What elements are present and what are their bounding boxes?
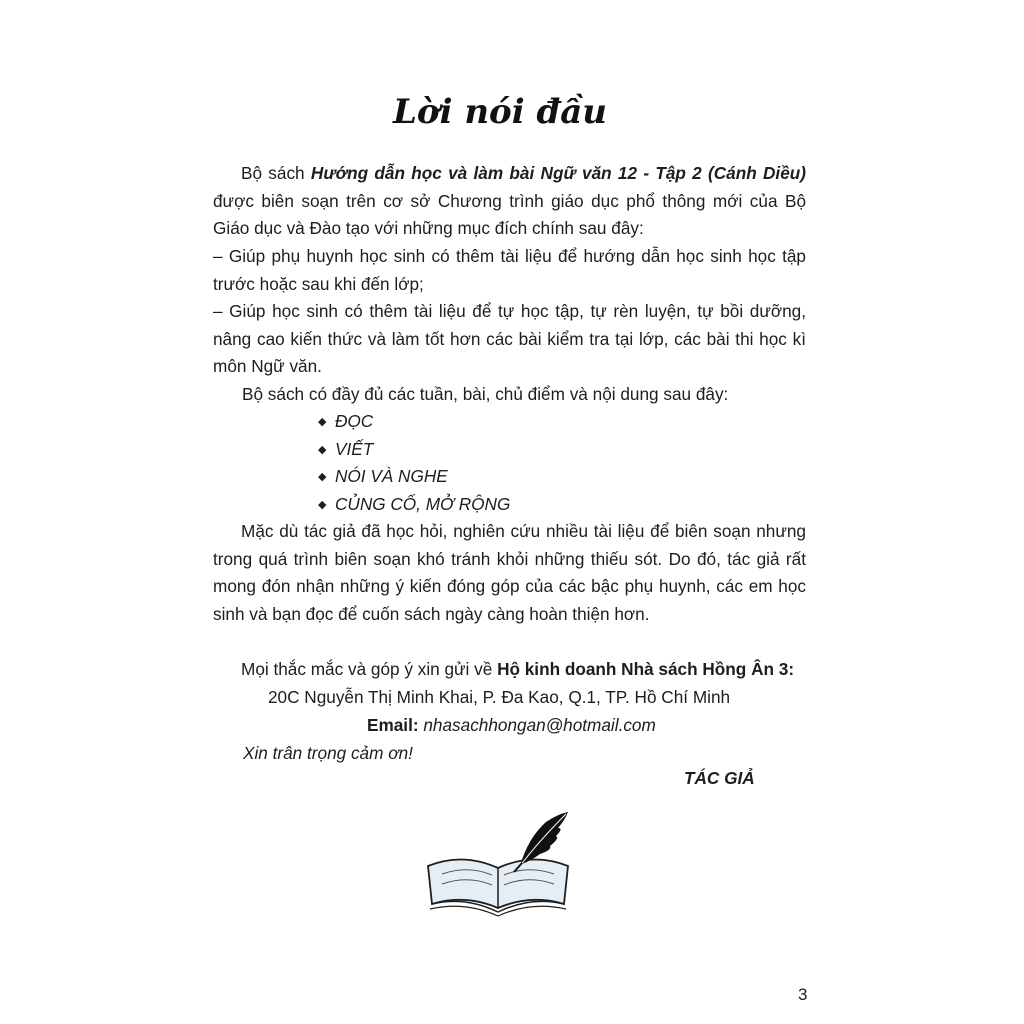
- list-item-label: ĐỌC: [335, 411, 374, 431]
- open-book-quill-icon: [418, 808, 578, 918]
- diamond-bullet-icon: ◆: [318, 443, 327, 456]
- thanks-line: Xin trân trọng cảm ơn!: [243, 743, 413, 763]
- list-item: [318, 408, 510, 436]
- list-item: [318, 436, 510, 464]
- content-intro: Bộ sách có đầy đủ các tuần, bài, chủ điểm và nội dung sau đây:: [242, 384, 729, 404]
- contact-prefix: Mọi thắc mắc và góp ý xin gửi về: [241, 659, 498, 679]
- contact-address: 20C Nguyễn Thị Minh Khai, P. Đa Kao, Q.1, TP. Hồ Chí Minh: [268, 687, 731, 707]
- intro-prefix: Bộ sách: [241, 163, 311, 183]
- diamond-bullet-icon: ◆: [318, 416, 327, 428]
- contact-org: Hộ kinh doanh Nhà sách Hồng Ân 3: [497, 659, 789, 679]
- despite-paragraph: Mặc dù tác giả đã học hỏi, nghiên cứu nhiều tài liệu để biên soạn nhưng trong quá trình biên soạn khó tránh khỏi những thiếu sót. Do đó, tác giả rất mong đón nhận những ý kiến đóng góp của các bậc phụ huynh, các em học sinh và bạn đọc để cuốn sách ngày càng hoàn thiện hơn.: [213, 521, 806, 624]
- list-item-label: VIẾT: [335, 438, 374, 459]
- list-item-label: NÓI VÀ NGHE: [335, 466, 448, 487]
- purpose-item-2: – Giúp học sinh có thêm tài liệu để tự học tập, tự rèn luyện, tự bồi dưỡng, nâng cao kiến thức và làm tốt hơn các bài kiểm tra tại lớp, các bài thi học kì môn Ngữ văn.: [213, 301, 806, 377]
- list-item-label: CỦNG CỐ, MỞ RỘNG: [335, 493, 511, 514]
- diamond-bullet-icon: ◆: [318, 471, 327, 484]
- email-line: [367, 712, 656, 740]
- intro-paragraph: [213, 160, 806, 243]
- list-item: [318, 463, 510, 491]
- intro-suffix: được biên soạn trên cơ sở Chương trình giáo dục phổ thông mới của Bộ Giáo dục và Đào tạo với những mục đích chính sau đây:: [213, 190, 806, 239]
- book-title: Hướng dẫn học và làm bài Ngữ văn 12 - Tập 2 (Cánh Diều): [310, 163, 806, 183]
- content-list: [318, 408, 510, 518]
- page-number: 3: [798, 985, 808, 1004]
- email-address: nhasachhongan@hotmail.com: [423, 715, 656, 735]
- diamond-bullet-icon: ◆: [318, 498, 327, 511]
- author-signature: TÁC GIẢ: [684, 768, 755, 788]
- list-item: [318, 491, 510, 519]
- page-title: Lời nói đầu: [392, 92, 607, 132]
- email-label: Email:: [367, 715, 419, 735]
- contact-line: [241, 656, 821, 684]
- purpose-item-1: – Giúp phụ huynh học sinh có thêm tài liệu để hướng dẫn học sinh học tập trước hoặc sau khi đến lớp;: [213, 246, 806, 294]
- contact-suffix: :: [788, 659, 795, 679]
